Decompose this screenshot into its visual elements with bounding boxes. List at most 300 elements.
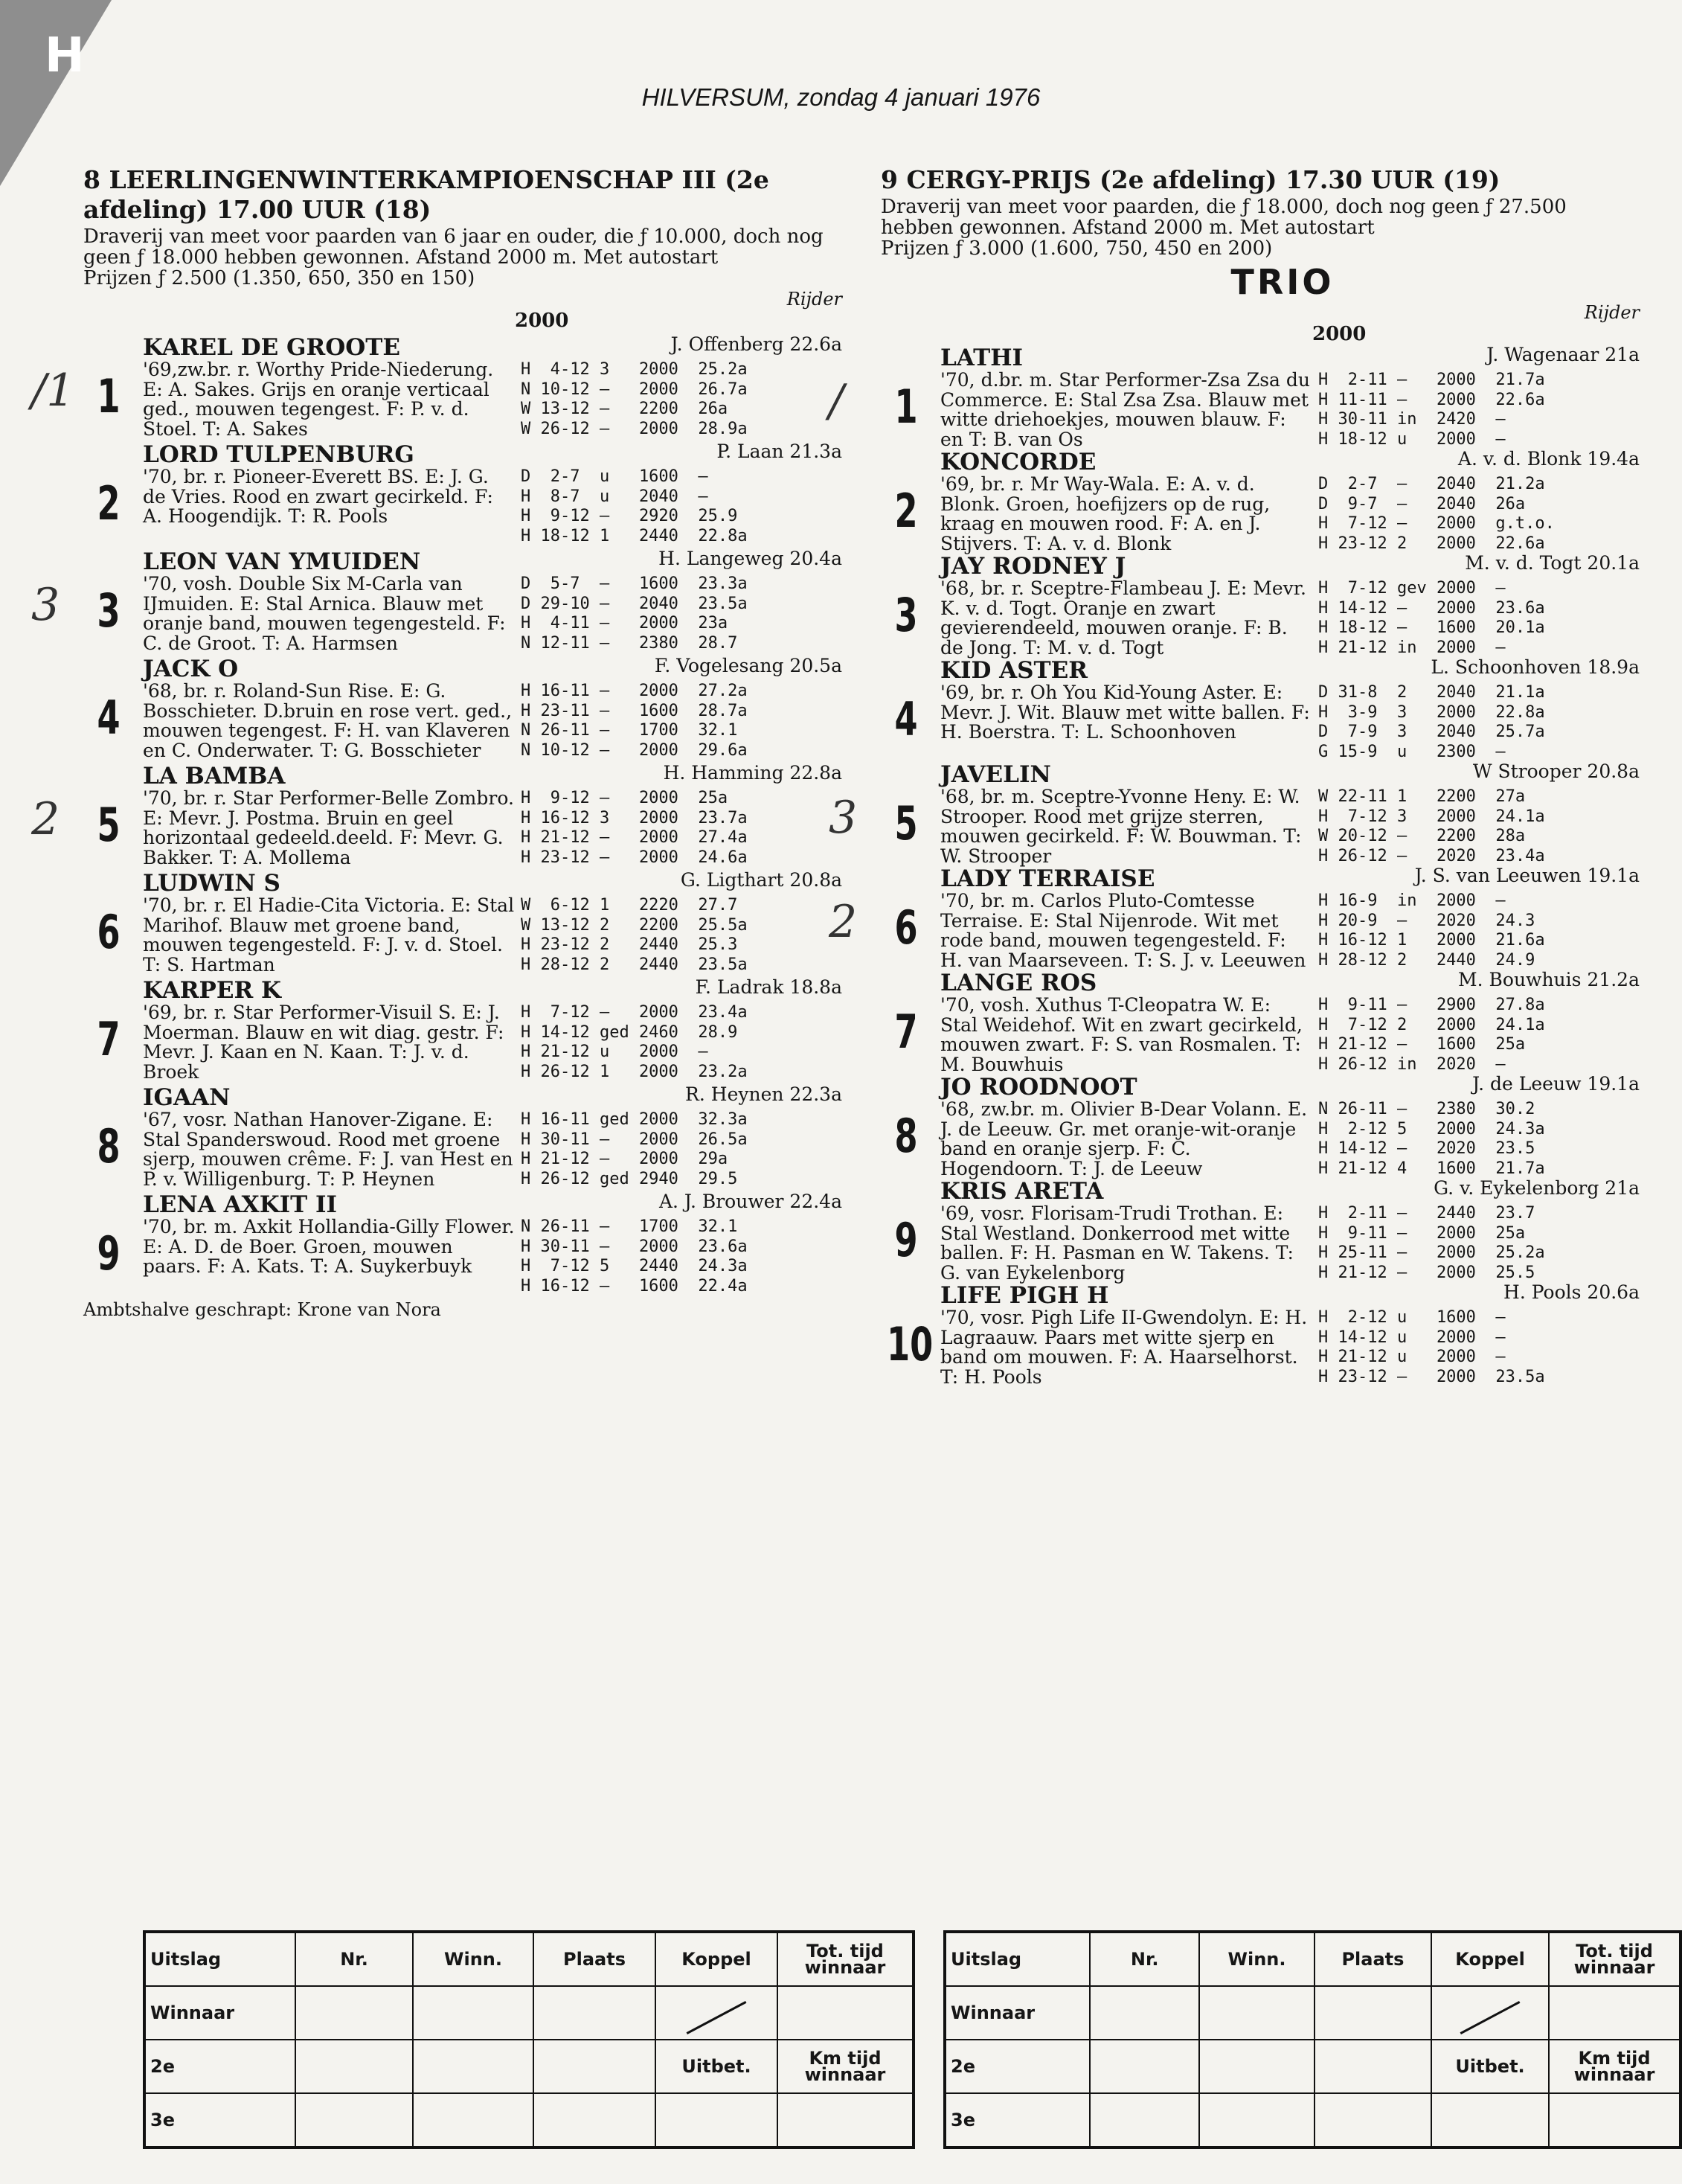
horse-entry (894, 969, 1640, 1075)
blank-cell (1090, 1986, 1199, 2040)
driver-name: H. Hamming 22.8a (663, 762, 842, 784)
table-header-cell: Uitslag (945, 1932, 1090, 1986)
performance-line: N 26-11 — 2380 30.2 (1318, 1100, 1535, 1118)
blank-cell (1090, 2040, 1199, 2093)
horse-description: '70, br. m. Carlos Pluto-Comtesse Terraise. E: Stal Nijenrode. Wit met rode band, mouwen tegengesteld. F: H. van Maarseveen. T: S. J. v. Leeuwen (940, 890, 1306, 971)
performance-list (521, 1217, 833, 1296)
horse-header (940, 449, 1640, 475)
performance-line: H 9-12 — 2000 25a (521, 789, 728, 807)
horse-description: '69, br. r. Mr Way-Wala. E: A. v. d. Blonk. Groen, hoefijzers op de rug, kraag en mouwen rood. F: A. en J. Stijvers. T: A. v. d. Blonk (940, 473, 1271, 554)
performance-line: N 26-11 — 1700 32.1 (521, 1217, 738, 1236)
blank-cell (1199, 1986, 1315, 2040)
performance-line: N 10-12 — 2000 29.6a (521, 740, 748, 760)
horse-header (143, 656, 842, 682)
performance-list (1318, 475, 1631, 554)
horse-description: '70, br. r. Pioneer-Everett BS. E: J. G. de Vries. Rood en zwart gecirkeld. F: A. Hoogendijk. T: R. Pools (143, 466, 493, 527)
performance-line: H 26-12 ged 2940 29.5 (521, 1169, 738, 1188)
performance-line: H 23-12 — 2000 23.5a (1318, 1367, 1545, 1386)
performance-line: H 21-12 — 1600 25a (1318, 1035, 1526, 1054)
horse-number: 1 (894, 380, 918, 434)
horse-header (143, 1192, 842, 1217)
horse-entry (31, 548, 842, 654)
horse-entry (829, 865, 1640, 971)
race-prizes: Prijzen ƒ 2.500 (1.350, 650, 350 en 150) (83, 267, 475, 289)
performance-list (521, 574, 833, 653)
race-9-column (829, 165, 1640, 1388)
horse-description: '70, d.br. m. Star Performer-Zsa Zsa du Commerce. E: Stal Zsa Zsa. Blauw met witte driehoekjes, mouwen blauw. F: en T: B. van Os (940, 369, 1311, 450)
horse-name: LEON VAN YMUIDEN (143, 548, 421, 575)
uitbet-cell: Uitbet. (1431, 2040, 1549, 2093)
performance-line: H 16-12 3 2000 23.7a (521, 808, 748, 827)
horse-number: 10 (887, 1317, 934, 1371)
horse-description: '70, br. m. Axkit Hollandia-Gilly Flower. E: A. D. de Boer. Groen, mouwen paars. F: A. Kats. T: A. Suykerbuyk (143, 1216, 515, 1277)
driver-name: G. Ligthart 20.8a (680, 869, 842, 891)
table-row (144, 1986, 914, 2040)
horse-number: 6 (894, 900, 918, 955)
performance-line: D 29-10 — 2040 23.5a (521, 594, 748, 613)
horse-description: '68, br. r. Roland-Sun Rise. E: G. Bosschieter. D.bruin en rose vert. ged., mouwen tegengest. F: H. van Klaveren en C. Onderwater. T: G. Bosschieter (143, 680, 513, 761)
performance-line: H 4-11 — 2000 23a (521, 614, 728, 633)
performance-line: W 26-12 — 2000 28.9a (521, 419, 748, 438)
table-header-cell: Tot. tijd winnaar (777, 1932, 914, 1986)
handwritten-mark: 2 (829, 896, 858, 948)
blank-cell (1549, 2093, 1681, 2148)
performance-line: H 23-11 — 1600 28.7a (521, 701, 748, 720)
horse-name: LADY TERRAISE (940, 865, 1155, 892)
blank-cell (295, 1986, 413, 2040)
table-header-cell: Tot. tijd winnaar (1549, 1932, 1681, 1986)
handwritten-mark: 2 (31, 793, 60, 845)
distance-heading: 2000 (515, 310, 569, 332)
row-label: 3e (144, 2093, 295, 2148)
performance-line: H 7-12 2 2000 24.1a (1318, 1015, 1545, 1034)
horse-entry (894, 656, 1640, 762)
row-label: Winnaar (144, 1986, 295, 2040)
horse-number: 3 (894, 588, 918, 642)
performance-line: H 14-12 — 2020 23.5 (1318, 1139, 1535, 1158)
horse-description: '70, br. r. El Hadie-Cita Victoria. E: Stal Marihof. Blauw met groene band, mouwen tegengesteld. F: J. v. d. Stoel. T: S. Hartman (143, 894, 515, 976)
blank-cell (1090, 2093, 1199, 2148)
blank-cell (533, 1986, 655, 2040)
performance-line: H 21-12 in 2000 — (1318, 638, 1506, 657)
performance-line: W 6-12 1 2220 27.7 (521, 896, 738, 915)
rijder-label: Rijder (1584, 302, 1640, 323)
horse-body (143, 1217, 842, 1296)
km-tijd-cell: Km tijd winnaar (777, 2040, 914, 2093)
performance-line: H 3-9 3 2000 22.8a (1318, 702, 1545, 722)
performance-line: H 8-7 u 2040 — (521, 487, 708, 506)
uitbet-cell: Uitbet. (655, 2040, 777, 2093)
horse-body (940, 475, 1640, 554)
performance-line: H 20-9 — 2020 24.3 (1318, 911, 1535, 930)
performance-line: H 23-12 2 2000 22.6a (1318, 534, 1545, 553)
performance-line: H 26-12 — 2020 23.4a (1318, 846, 1545, 865)
driver-name: P. Laan 21.3a (716, 441, 842, 462)
performance-line: H 18-12 1 2440 22.8a (521, 526, 748, 545)
table-header-cell: Plaats (533, 1932, 655, 1986)
horse-entry (97, 441, 842, 546)
horse-description: '68, zw.br. m. Olivier B-Dear Volann. E. J. de Leeuw. Gr. met oranje-wit-oranje band en oranje sjerp. F: C. Hogendoorn. T: J. de Leeuw (940, 1098, 1308, 1179)
performance-list (521, 682, 833, 760)
table-header-cell: Koppel (1431, 1932, 1549, 1986)
rijder-label: Rijder (786, 289, 842, 310)
table-header-cell: Nr. (295, 1932, 413, 1986)
horse-header (940, 554, 1640, 579)
horse-body (940, 891, 1640, 970)
horse-number: 9 (97, 1226, 121, 1281)
performance-line: H 26-12 1 2000 23.2a (521, 1062, 748, 1081)
performance-line: W 20-12 — 2200 28a (1318, 827, 1526, 845)
race-8-column (31, 165, 842, 1320)
performance-line: H 18-12 u 2000 — (1318, 429, 1506, 449)
driver-name: M. Bouwhuis 21.2a (1458, 969, 1640, 990)
slash-cell (655, 1986, 777, 2040)
performance-line: H 2-11 — 2000 21.7a (1318, 371, 1545, 389)
row-label: 2e (144, 2040, 295, 2093)
blank-cell (1431, 2093, 1549, 2148)
horse-entry (31, 762, 842, 868)
slash-cell (1431, 1986, 1549, 2040)
horse-body (940, 1204, 1640, 1283)
performance-list (521, 1003, 833, 1082)
performance-list (1318, 579, 1631, 658)
horse-number: 5 (97, 798, 121, 852)
horse-body (143, 896, 842, 975)
performance-line: D 2-7 — 2040 21.2a (1318, 475, 1545, 493)
horse-body (143, 360, 842, 439)
horse-name: JAY RODNEY J (940, 553, 1126, 580)
performance-line: H 2-12 5 2000 24.3a (1318, 1119, 1545, 1139)
horse-description: '70, br. r. Star Performer-Belle Zombro. E: Mevr. J. Postma. Bruin en geel horizontaal gedeeld.deeld. F: Mevr. G. Bakker. T: A. Mollema (143, 787, 514, 868)
performance-line: N 26-11 — 1700 32.1 (521, 721, 738, 740)
performance-line: H 2-11 — 2440 23.7 (1318, 1204, 1535, 1223)
horse-entry (894, 552, 1640, 659)
performance-line: H 16-12 — 1600 22.4a (521, 1276, 748, 1296)
driver-name: H. Pools 20.6a (1503, 1281, 1640, 1303)
performance-line: H 23-12 2 2440 25.3 (521, 935, 738, 954)
performance-line: D 5-7 — 1600 23.3a (521, 574, 748, 593)
horse-body (940, 1308, 1640, 1387)
performance-line: H 26-12 in 2020 — (1318, 1054, 1506, 1074)
driver-name: A. J. Brouwer 22.4a (658, 1191, 842, 1212)
performance-line: H 30-11 — 2000 26.5a (521, 1130, 748, 1149)
performance-list (521, 360, 833, 439)
performance-list (1318, 1204, 1631, 1283)
driver-name: W Strooper 20.8a (1472, 760, 1640, 782)
horse-header (143, 763, 842, 789)
performance-line: H 9-11 — 2900 27.8a (1318, 996, 1545, 1014)
performance-line: H 4-12 3 2000 25.2a (521, 360, 748, 379)
performance-list (1318, 787, 1631, 866)
performance-list (1318, 891, 1631, 970)
performance-list (521, 896, 833, 975)
row-label: 3e (945, 2093, 1090, 2148)
table-row (144, 2040, 914, 2093)
horse-header (940, 345, 1640, 371)
blank-cell (777, 1986, 914, 2040)
race-description: Draverij van meet voor paarden, die ƒ 18.000, doch nog geen ƒ 27.500 hebben gewonnen. Afstand 2000 m. Met autostart (881, 196, 1567, 239)
horse-entry (887, 1281, 1640, 1388)
horse-entry (97, 976, 842, 1083)
blank-cell (413, 2040, 533, 2093)
horse-description: '69, br. r. Oh You Kid-Young Aster. E: Mevr. J. Wit. Blauw met witte ballen. F: H. Boerstra. T: L. Schoonhoven (940, 682, 1310, 743)
blank-cell (413, 1986, 533, 2040)
horse-header (940, 970, 1640, 996)
horse-name: KRIS ARETA (940, 1178, 1104, 1205)
performance-line: H 9-11 — 2000 25a (1318, 1223, 1526, 1243)
handwritten-mark: 3 (31, 579, 60, 631)
horse-body (940, 683, 1640, 762)
footnote: Ambtshalve geschrapt: Krone van Nora (83, 1299, 441, 1320)
handwritten-mark: 3 (829, 792, 858, 844)
table-header-cell: Plaats (1315, 1932, 1431, 1986)
table-row (945, 2040, 1681, 2093)
performance-line: H 2-12 u 1600 — (1318, 1308, 1506, 1327)
horse-name: JO ROODNOOT (940, 1074, 1137, 1101)
horse-body (143, 1003, 842, 1082)
section-letter: H (45, 28, 85, 83)
performance-line: H 23-12 — 2000 24.6a (521, 848, 748, 867)
performance-list (1318, 371, 1631, 449)
horse-description: '70, vosh. Xuthus T-Cleopatra W. E: Stal Weidehof. Wit en zwart gecirkeld, mouwen zwart. F: S. van Rosmalen. T: M. Bouwhuis (940, 994, 1303, 1075)
km-tijd-cell: Km tijd winnaar (1549, 2040, 1681, 2093)
table-row (945, 1986, 1681, 2040)
horse-description: '68, br. m. Sceptre-Yvonne Heny. E: W. Strooper. Rood met grijze sterren, mouwen gecirkeld. F: W. Bouwman. T: W. Strooper (940, 786, 1302, 867)
performance-line: H 7-12 — 2000 g.t.o. (1318, 514, 1555, 533)
horse-name: LENA AXKIT II (143, 1191, 338, 1218)
horse-description: '68, br. r. Sceptre-Flambeau J. E: Mevr. K. v. d. Togt. Oranje en zwart gevierendeeld, mouwen oranje. F: B. de Jong. T: M. v. d. Togt (940, 577, 1306, 659)
horse-name: LIFE PIGH H (940, 1282, 1109, 1309)
slash-mark (1460, 2001, 1521, 2034)
horse-header (940, 762, 1640, 787)
horse-description: '70, vosh. Double Six M-Carla van IJmuiden. E: Stal Arnica. Blauw met oranje band, mouwen tegengesteld. F: C. de Groot. T: A. Harmsen (143, 573, 506, 654)
horse-name: IGAAN (143, 1084, 231, 1111)
horse-description: '69,zw.br. r. Worthy Pride-Niederung. E: A. Sakes. Grijs en oranje verticaal ged., mouwen tegengest. F: P. v. d. Stoel. T: A. Sakes (143, 359, 494, 440)
blank-cell (655, 2093, 777, 2148)
horse-body (143, 1110, 842, 1189)
performance-list (1318, 1100, 1631, 1179)
performance-line: D 9-7 — 2040 26a (1318, 494, 1526, 513)
horse-description: '69, vosr. Florisam-Trudi Trothan. E: Stal Westland. Donkerrood met witte ballen. F: H. Pasman en W. Takens. T: G. van Eykelenborg (940, 1203, 1294, 1284)
performance-line: N 10-12 — 2000 26.7a (521, 380, 748, 399)
horse-body (940, 996, 1640, 1075)
horse-entry (829, 344, 1640, 450)
driver-name: J. de Leeuw 19.1a (1472, 1073, 1640, 1095)
table-header-cell: Koppel (655, 1932, 777, 1986)
horse-header (143, 978, 842, 1003)
horse-name: KARPER K (143, 977, 281, 1004)
distance-heading: 2000 (1312, 323, 1367, 345)
race-title: 8 LEERLINGENWINTERKAMPIOENSCHAP III (2e afdeling) 17.00 UUR (18) (83, 165, 769, 224)
blank-cell (533, 2040, 655, 2093)
table-header-row (144, 1932, 914, 1986)
performance-list (521, 1110, 833, 1189)
horse-entry (31, 333, 842, 440)
horse-number: 1 (97, 369, 121, 423)
performance-line: W 22-11 1 2200 27a (1318, 787, 1526, 806)
blank-cell (777, 2093, 914, 2148)
horse-name: KONCORDE (940, 449, 1097, 475)
horse-number: 8 (894, 1109, 918, 1163)
performance-line: H 21-12 u 2000 — (521, 1043, 708, 1061)
blank-cell (1315, 2093, 1431, 2148)
horse-number: 2 (894, 484, 918, 538)
performance-line: H 28-12 2 2440 23.5a (521, 955, 748, 974)
horse-description: '69, br. r. Star Performer-Visuil S. E: J. Moerman. Blauw en wit diag. gestr. F: Mevr. J. Kaan en N. Kaan. T: J. v. d. Broek (143, 1002, 504, 1083)
performance-line: D 31-8 2 2040 21.1a (1318, 683, 1545, 702)
performance-line: H 9-12 — 2920 25.9 (521, 507, 738, 525)
horse-entry (829, 760, 1640, 867)
driver-name: L. Schoonhoven 18.9a (1431, 656, 1640, 678)
horse-entry (894, 448, 1640, 554)
horse-header (940, 1075, 1640, 1100)
driver-name: F. Vogelesang 20.5a (654, 655, 842, 676)
horse-body (940, 579, 1640, 658)
race-prizes: Prijzen ƒ 3.000 (1.600, 750, 450 en 200) (881, 237, 1273, 260)
horse-number: 9 (894, 1213, 918, 1267)
blank-cell (1199, 2040, 1315, 2093)
performance-line: H 21-12 u 2000 — (1318, 1348, 1506, 1366)
horse-name: KAREL DE GROOTE (143, 334, 400, 361)
performance-line: H 30-11 — 2000 23.6a (521, 1237, 748, 1256)
performance-line: H 28-12 2 2440 24.9 (1318, 950, 1535, 970)
blank-cell (295, 2093, 413, 2148)
horse-entry (894, 1073, 1640, 1179)
horse-number: 5 (894, 796, 918, 851)
performance-list (1318, 683, 1631, 762)
performance-line: W 13-12 — 2200 26a (521, 400, 728, 418)
race-description: Draverij van meet voor paarden van 6 jaar en ouder, die ƒ 10.000, doch nog geen ƒ 18.000 hebben gewonnen. Afstand 2000 m. Met autostart (83, 225, 824, 269)
result-table-race-9 (943, 1930, 1682, 2149)
horse-description: '70, vosr. Pigh Life II-Gwendolyn. E: H. Lagraauw. Paars met witte sjerp en band om mouwen. F: A. Haarselhorst. T: H. Pools (940, 1307, 1308, 1388)
driver-name: R. Heynen 22.3a (685, 1083, 842, 1105)
table-header-cell: Nr. (1090, 1932, 1199, 1986)
performance-line: D 2-7 u 1600 — (521, 467, 708, 486)
trio-label: TRIO (1230, 262, 1335, 302)
table-header-cell: Winn. (413, 1932, 533, 1986)
horse-entry (97, 1191, 842, 1296)
performance-line: W 13-12 2 2200 25.5a (521, 915, 748, 935)
horse-name: JACK O (143, 656, 239, 682)
blank-cell (295, 2040, 413, 2093)
row-label: 2e (945, 2040, 1090, 2093)
horse-name: LATHI (940, 345, 1024, 371)
horse-entry (97, 655, 842, 761)
driver-name: J. Wagenaar 21a (1486, 344, 1640, 365)
performance-line: H 25-11 — 2000 25.2a (1318, 1243, 1545, 1262)
performance-list (1318, 996, 1631, 1075)
driver-name: J. S. van Leeuwen 19.1a (1414, 865, 1640, 886)
performance-line: H 14-12 — 2000 23.6a (1318, 598, 1545, 618)
performance-line: H 18-12 — 1600 20.1a (1318, 618, 1545, 637)
horse-entry (97, 869, 842, 976)
horse-header (940, 866, 1640, 891)
performance-line: H 16-11 — 2000 27.2a (521, 682, 748, 700)
row-label: Winnaar (945, 1986, 1090, 2040)
horse-body (940, 787, 1640, 866)
handwritten-mark: /1 (31, 365, 75, 417)
performance-line: H 16-9 in 2000 — (1318, 891, 1506, 910)
performance-line: H 14-12 u 2000 — (1318, 1328, 1506, 1347)
performance-list (1318, 1308, 1631, 1387)
horse-header (143, 442, 842, 467)
horse-header (940, 1283, 1640, 1308)
horse-number: 2 (97, 476, 121, 531)
horse-number: 7 (97, 1012, 121, 1066)
horse-entry (894, 1177, 1640, 1284)
horse-header (940, 658, 1640, 683)
handwritten-mark: / (829, 375, 844, 427)
horse-number: 3 (97, 583, 121, 638)
horse-name: KID ASTER (940, 657, 1088, 684)
horse-body (143, 467, 842, 546)
driver-name: M. v. d. Togt 20.1a (1465, 552, 1640, 574)
performance-line: H 7-12 3 2000 24.1a (1318, 807, 1545, 826)
blank-cell (1315, 1986, 1431, 2040)
horse-body (940, 1100, 1640, 1179)
horse-number: 4 (97, 691, 121, 745)
race-title: 9 CERGY-PRIJS (2e afdeling) 17.30 UUR (19) (881, 165, 1500, 194)
blank-cell (533, 2093, 655, 2148)
performance-list (521, 789, 833, 868)
performance-line: H 21-12 — 2000 25.5 (1318, 1263, 1535, 1282)
horse-body (143, 682, 842, 760)
horse-header (143, 549, 842, 574)
horse-entry (97, 1083, 842, 1190)
table-row (144, 2093, 914, 2148)
horse-name: LORD TULPENBURG (143, 441, 414, 468)
table-row (945, 2093, 1681, 2148)
performance-line: H 11-11 — 2000 22.6a (1318, 390, 1545, 409)
driver-name: G. v. Eykelenborg 21a (1434, 1177, 1640, 1199)
performance-line: G 15-9 u 2300 — (1318, 742, 1506, 761)
performance-line: H 7-12 5 2440 24.3a (521, 1257, 748, 1275)
horse-name: LUDWIN S (143, 870, 280, 897)
blank-cell (1549, 1986, 1681, 2040)
horse-header (143, 871, 842, 896)
table-header-cell: Winn. (1199, 1932, 1315, 1986)
horse-header (143, 1085, 842, 1110)
horse-number: 8 (97, 1119, 121, 1173)
driver-name: A. v. d. Blonk 19.4a (1457, 448, 1640, 470)
horse-body (143, 574, 842, 653)
horse-header (940, 1179, 1640, 1204)
blank-cell (413, 2093, 533, 2148)
performance-line: H 21-12 4 1600 21.7a (1318, 1159, 1545, 1178)
horse-number: 4 (894, 692, 918, 746)
horse-name: JAVELIN (940, 761, 1051, 788)
horse-description: '67, vosr. Nathan Hanover-Zigane. E: Stal Spanderswoud. Rood met groene sjerp, mouwen crême. F: J. van Hest en P. v. Willigenburg. T: P. Heynen (143, 1109, 513, 1190)
performance-list (521, 467, 833, 546)
performance-line: H 14-12 ged 2460 28.9 (521, 1022, 738, 1042)
performance-line: N 12-11 — 2380 28.7 (521, 633, 738, 653)
horse-name: LA BAMBA (143, 763, 286, 790)
page-header: HILVERSUM, zondag 4 januari 1976 (641, 83, 1041, 111)
performance-line: H 21-12 — 2000 27.4a (521, 828, 748, 847)
performance-line: H 30-11 in 2420 — (1318, 410, 1506, 429)
table-header-row (945, 1932, 1681, 1986)
performance-line: H 16-11 ged 2000 32.3a (521, 1110, 748, 1129)
horse-body (940, 371, 1640, 449)
horse-body (143, 789, 842, 868)
blank-cell (1199, 2093, 1315, 2148)
table-header-cell: Uitslag (144, 1932, 295, 1986)
horse-header (143, 335, 842, 360)
horse-number: 7 (894, 1005, 918, 1059)
driver-name: J. Offenberg 22.6a (670, 333, 842, 355)
performance-line: H 16-12 1 2000 21.6a (1318, 931, 1545, 950)
performance-line: D 7-9 3 2040 25.7a (1318, 723, 1545, 741)
